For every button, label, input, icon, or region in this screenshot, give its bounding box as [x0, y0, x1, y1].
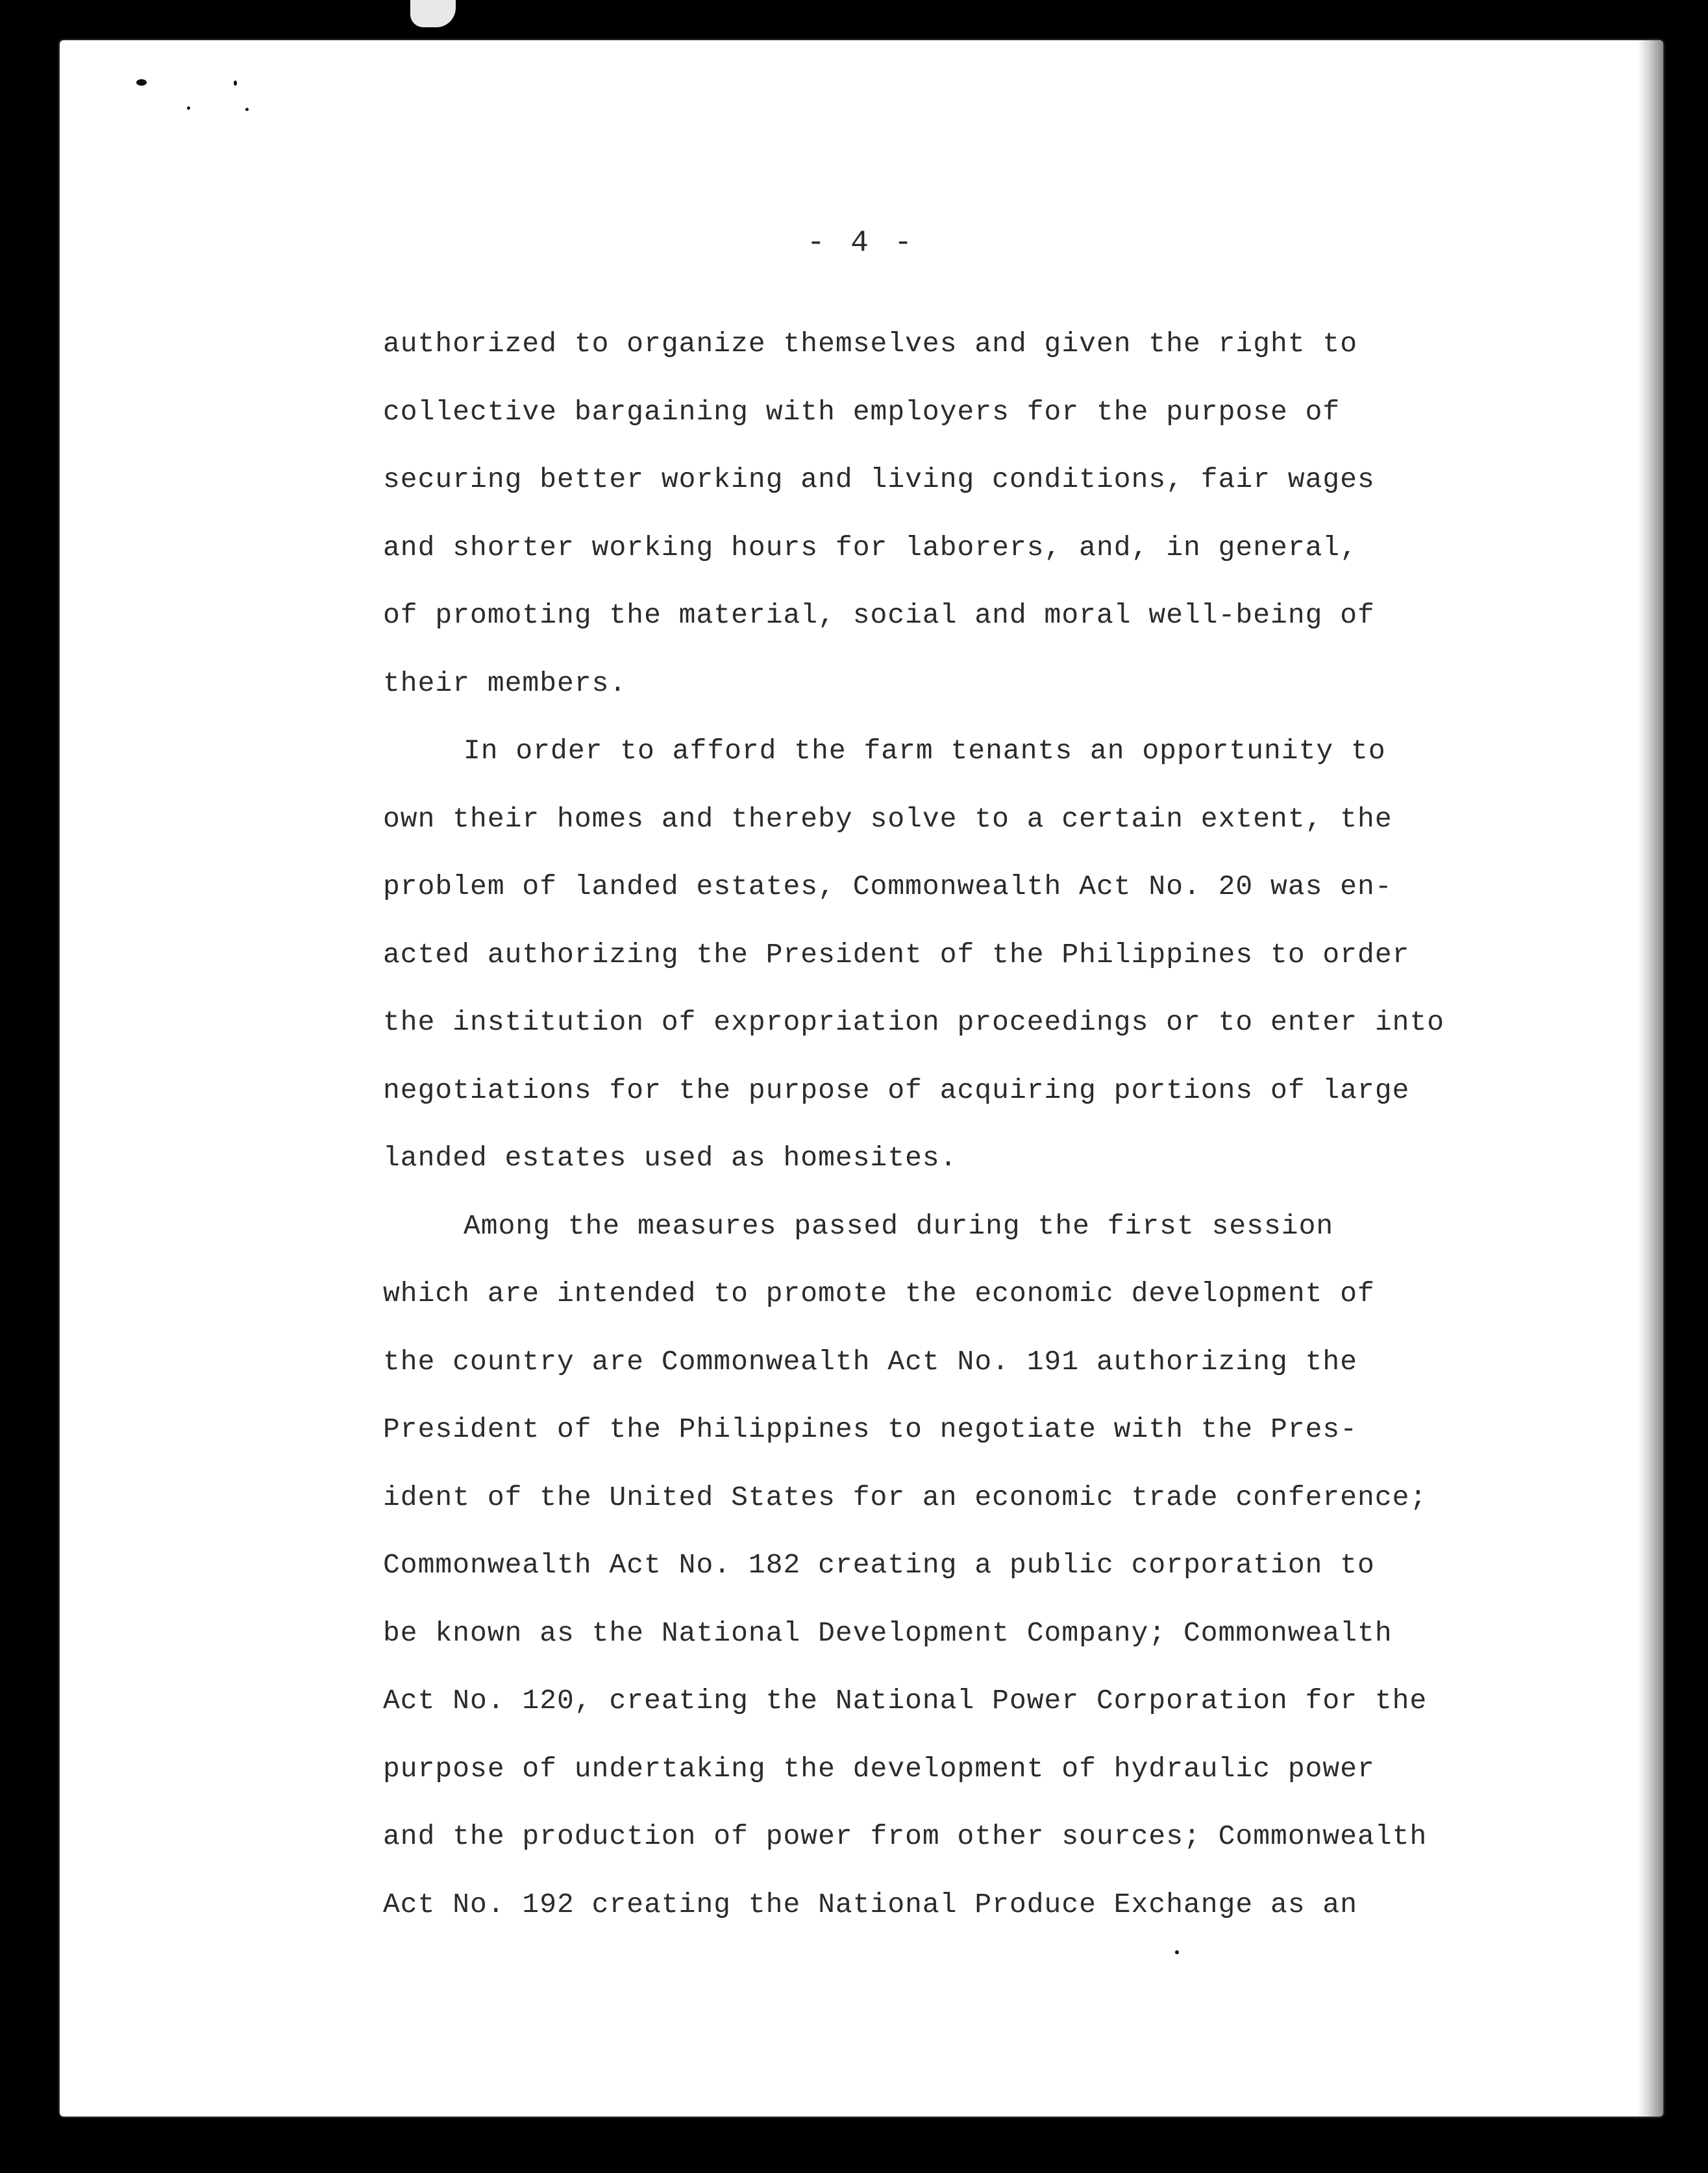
ink-speck [245, 108, 249, 111]
text-line: their members. [383, 667, 627, 699]
text-line: Commonwealth Act No. 182 creating a public corporation to [383, 1549, 1375, 1581]
text-line: which are intended to promote the economic development of [383, 1278, 1375, 1310]
text-line: landed estates used as homesites. [383, 1142, 958, 1174]
text-line: the country are Commonwealth Act No. 191 authorizing the [383, 1345, 1358, 1378]
text-line: authorized to organize themselves and given the right to [383, 328, 1358, 360]
sheet-edge-shadow [1637, 40, 1663, 2117]
text-line: of promoting the material, social and moral well-being of [383, 599, 1375, 631]
text-line: own their homes and thereby solve to a certain extent, the [383, 802, 1392, 835]
text-line: and the production of power from other sources; Commonwealth [383, 1820, 1428, 1852]
paragraph-first-line: In order to afford the farm tenants an opportunity to [464, 735, 1386, 767]
text-line: be known as the National Development Company; Commonwealth [383, 1617, 1392, 1649]
text-line: and shorter working hours for laborers, and, in general, [383, 531, 1358, 564]
paragraph-first-line: Among the measures passed during the first session [464, 1210, 1334, 1242]
text-line: securing better working and living conditions, fair wages [383, 464, 1375, 495]
ink-speck [187, 106, 190, 110]
text-line: President of the Philippines to negotiate with the Pres- [383, 1413, 1358, 1445]
ink-speck [1175, 1950, 1179, 1954]
document-sheet [60, 40, 1663, 2117]
ink-speck [136, 79, 147, 86]
page-number: - 4 - [806, 226, 917, 260]
document-body [383, 310, 1474, 1939]
text-line: Act No. 120, creating the National Power Corporation for the [383, 1685, 1428, 1717]
text-line: negotiations for the purpose of acquiring portions of large [383, 1074, 1410, 1106]
text-line: problem of landed estates, Commonwealth Act No. 20 was en- [383, 871, 1392, 902]
text-line: purpose of undertaking the development of hydraulic power [383, 1752, 1375, 1785]
text-line: collective bargaining with employers for the purpose of [383, 395, 1341, 428]
text-line: Act No. 192 creating the National Produce Exchange as an [383, 1888, 1358, 1920]
ink-speck [234, 81, 237, 86]
text-line: ident of the United States for an economic trade conference; [383, 1481, 1428, 1513]
text-line: the institution of expropriation proceedings or to enter into [383, 1006, 1445, 1038]
text-line: acted authorizing the President of the Philippines to order [383, 938, 1410, 971]
tape-mark [410, 0, 456, 27]
